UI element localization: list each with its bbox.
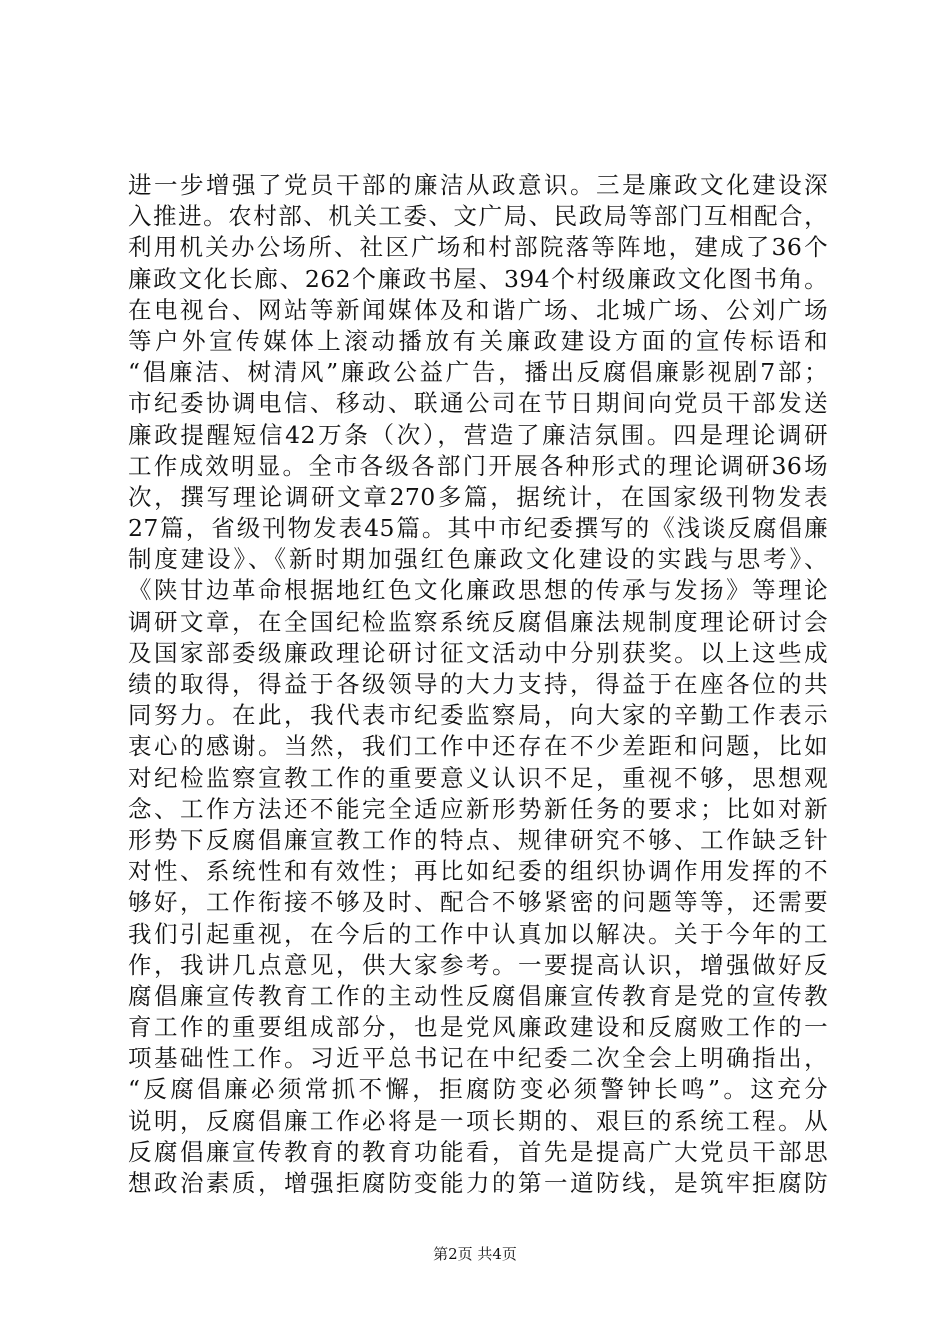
text-line: 想政治素质，增强拒腐防变能力的第一道防线，是筑牢拒腐防 [128,1169,828,1197]
text-line: “倡廉洁、树清风”廉政公益广告，播出反腐倡廉影视剧7部； [128,358,828,387]
text-line: 育工作的重要组成部分，也是党风廉政建设和反腐败工作的一 [128,1013,828,1042]
text-line: 反腐倡廉宣传教育的教育功能看，首先是提高广大党员干部思 [128,1137,828,1166]
text-line: 工作成效明显。全市各级各部门开展各种形式的理论调研36场 [128,451,828,480]
text-line: 利用机关办公场所、社区广场和村部院落等阵地，建成了36个 [128,233,828,262]
text-line: 制度建设》、《新时期加强红色廉政文化建设的实践与思考》、 [128,545,828,574]
text-line: 腐倡廉宣传教育工作的主动性反腐倡廉宣传教育是党的宣传教 [128,981,828,1010]
text-line: “反腐倡廉必须常抓不懈，拒腐防变必须警钟长鸣”。这充分 [128,1075,828,1104]
text-line: 作，我讲几点意见，供大家参考。一要提高认识，增强做好反 [128,950,828,979]
text-line: 廉政提醒短信42万条（次），营造了廉洁氛围。四是理论调研 [128,420,828,449]
text-line: 说明，反腐倡廉工作必将是一项长期的、艰巨的系统工程。从 [128,1106,828,1135]
text-line: 对纪检监察宣教工作的重要意义认识不足，重视不够，思想观 [128,763,828,792]
text-line: 够好，工作衔接不够及时、配合不够紧密的问题等等，还需要 [128,888,828,917]
text-line: 等户外宣传媒体上滚动播放有关廉政建设方面的宣传标语和 [128,326,828,355]
text-line: 《陕甘边革命根据地红色文化廉政思想的传承与发扬》等理论 [128,576,828,605]
text-line: 形势下反腐倡廉宣教工作的特点、规律研究不够、工作缺乏针 [128,825,828,854]
text-line: 调研文章，在全国纪检监察系统反腐倡廉法规制度理论研讨会 [128,607,828,636]
text-line: 同努力。在此，我代表市纪委监察局，向大家的辛勤工作表示 [128,701,828,730]
text-line: 在电视台、网站等新闻媒体及和谐广场、北城广场、公刘广场 [128,295,828,324]
page-footer: 第2页 共4页 [433,1245,517,1263]
text-line: 及国家部委级廉政理论研讨征文活动中分别获奖。以上这些成 [128,638,828,667]
text-line: 项基础性工作。习近平总书记在中纪委二次全会上明确指出， [128,1044,828,1073]
text-line: 廉政文化长廊、262个廉政书屋、394个村级廉政文化图书角。 [128,264,828,293]
text-line: 市纪委协调电信、移动、联通公司在节日期间向党员干部发送 [128,389,828,418]
text-line: 衷心的感谢。当然，我们工作中还存在不少差距和问题，比如 [128,732,828,761]
text-line: 进一步增强了党员干部的廉洁从政意识。三是廉政文化建设深 [128,171,828,199]
text-line: 绩的取得，得益于各级领导的大力支持，得益于在座各位的共 [128,670,828,698]
text-line: 27篇，省级刊物发表45篇。其中市纪委撰写的《浅谈反腐倡廉 [128,514,828,543]
text-line: 念、工作方法还不能完全适应新形势新任务的要求；比如对新 [128,794,828,823]
text-line: 入推进。农村部、机关工委、文广局、民政局等部门互相配合， [128,202,828,231]
text-line: 次，撰写理论调研文章270多篇，据统计，在国家级刊物发表 [128,482,828,511]
text-line: 我们引起重视，在今后的工作中认真加以解决。关于今年的工 [128,919,828,948]
body-text [128,170,828,1199]
text-line: 对性、系统性和有效性；再比如纪委的组织协调作用发挥的不 [128,857,828,886]
